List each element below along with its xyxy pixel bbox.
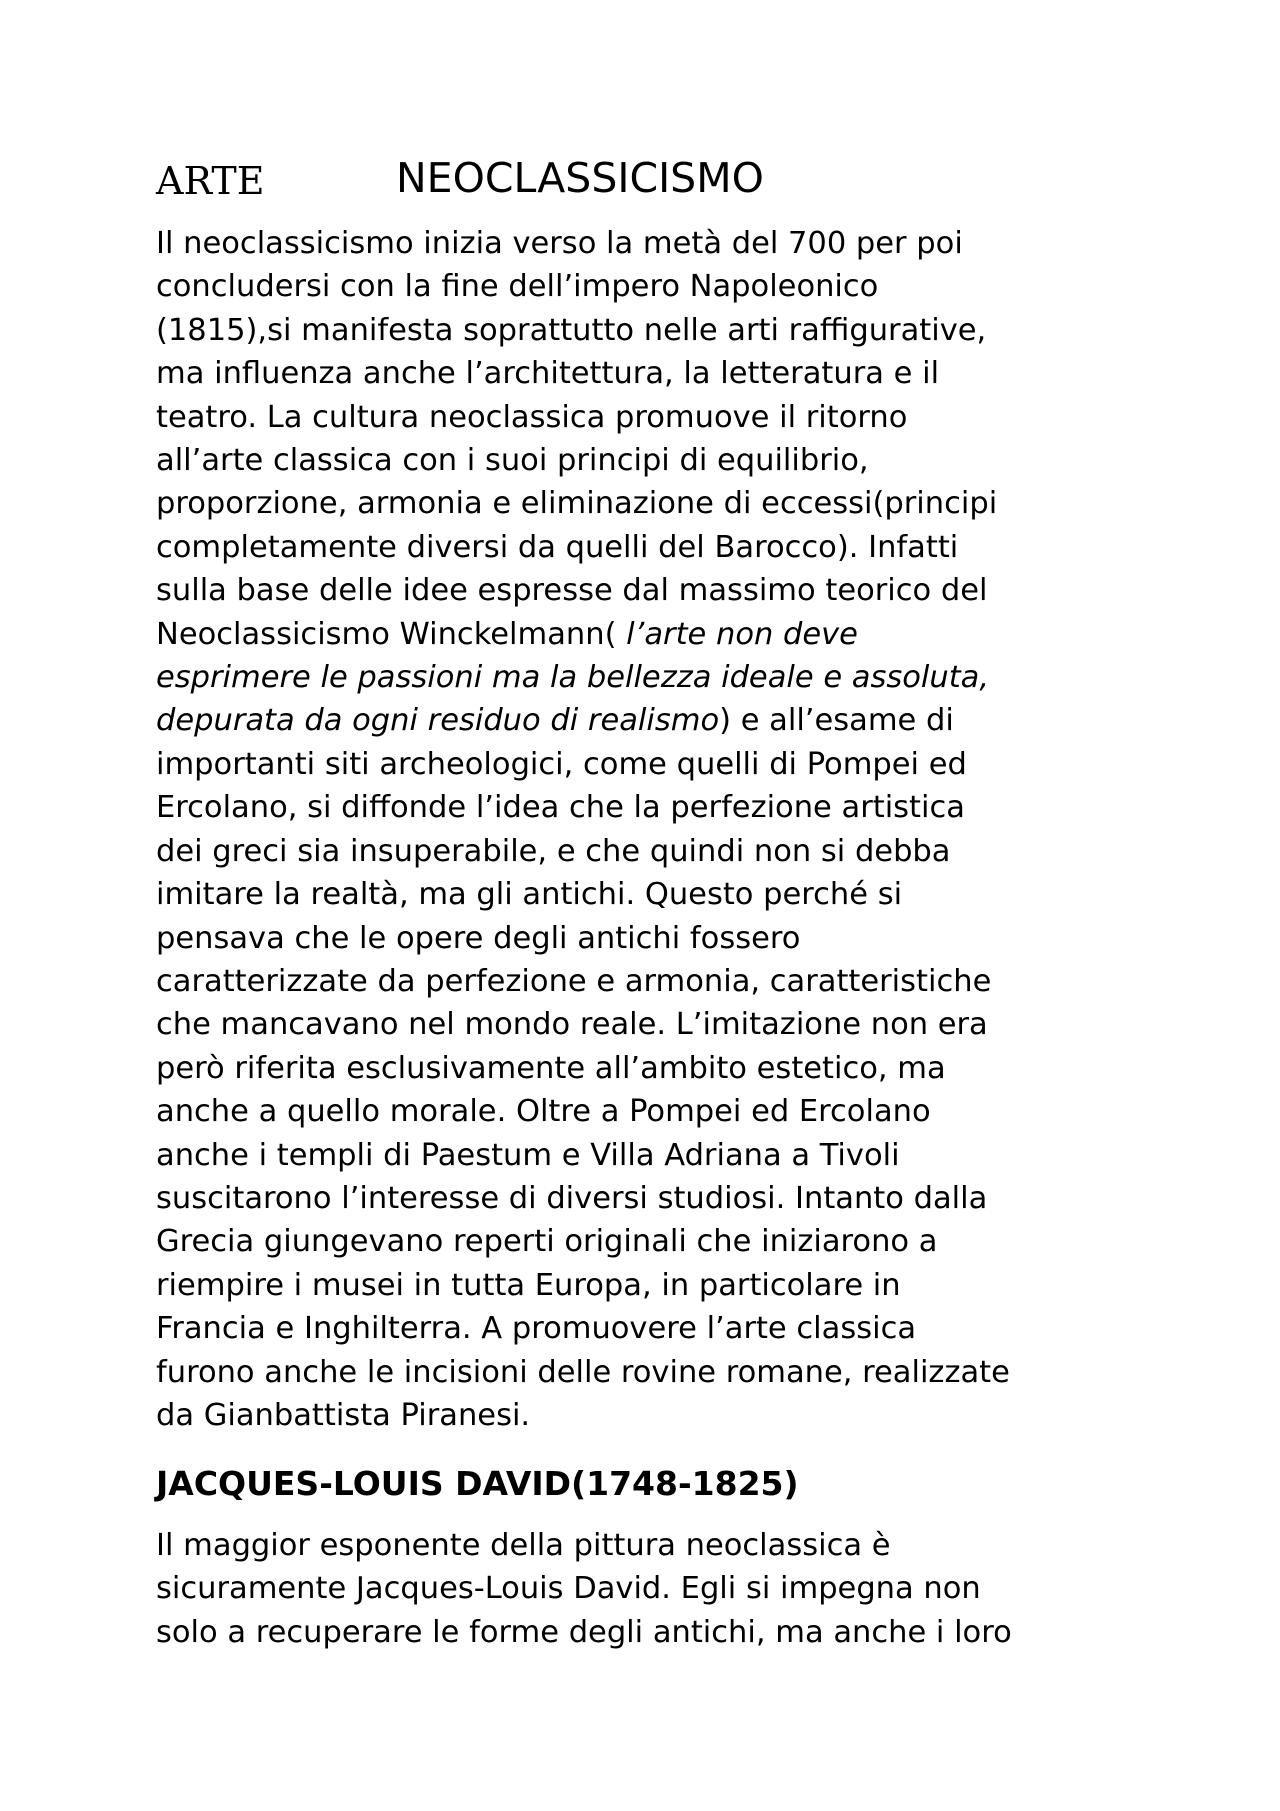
- paragraph-line: [156, 743, 1136, 786]
- line-text: Il neoclassicismo inizia verso la metà del 700 per poi: [156, 226, 963, 261]
- paragraph-line: [156, 873, 1136, 916]
- italic-quote-text: depurata da ogni residuo di realismo: [156, 703, 720, 739]
- line-text: anche a quello morale. Oltre a Pompei ed Ercolano: [156, 1094, 931, 1130]
- paragraph-line: solo a recuperare le forme degli antichi, ma anche i loro: [156, 1614, 1012, 1650]
- italic-quote-text: l’arte non deve: [626, 616, 858, 652]
- line-text: sulla base delle idee espresse dal massimo teorico del: [156, 573, 988, 609]
- paragraph-line: [156, 830, 1136, 873]
- paragraph-line: [156, 1351, 1136, 1394]
- line-text: caratterizzate da perfezione e armonia, caratteristiche: [156, 963, 992, 999]
- paragraph-line: [156, 613, 1136, 656]
- line-text: riempire i musei in tutta Europa, in particolare in: [156, 1267, 901, 1303]
- paragraph-line: [156, 1177, 1136, 1220]
- paragraph-line: [156, 352, 1136, 395]
- intro-paragraph: [156, 222, 1136, 1437]
- paragraph-line: [156, 1394, 1136, 1437]
- paragraph-line: [156, 960, 1136, 1003]
- line-text: ma influenza anche l’architettura, la letteratura e il: [156, 356, 940, 392]
- paragraph-line: [156, 786, 1136, 829]
- paragraph-line: [156, 1307, 1136, 1350]
- line-text: imitare la realtà, ma gli antichi. Questo perché si: [156, 877, 903, 913]
- line-text: all’arte classica con i suoi principi di equilibrio,: [156, 443, 869, 479]
- paragraph-line: sicuramente Jacques-Louis David. Egli si impegna non: [156, 1571, 981, 1607]
- section-heading: JACQUES-LOUIS DAVID(1748-1825): [156, 1464, 799, 1503]
- line-text: completamente diversi da quelli del Barocco). Infatti: [156, 529, 959, 565]
- paragraph-line: [156, 222, 1136, 265]
- paragraph-line: [156, 439, 1136, 482]
- line-text: suscitarono l’interesse di diversi studiosi. Intanto dalla: [156, 1180, 988, 1216]
- paragraph-line: Il maggior esponente della pittura neoclassica è: [156, 1528, 891, 1563]
- paragraph-line: [156, 1047, 1136, 1090]
- paragraph-line: [156, 265, 1136, 308]
- line-text: Neoclassicismo Winckelmann(: [156, 616, 627, 652]
- paragraph-line: [156, 656, 1136, 699]
- paragraph-line: [156, 396, 1136, 439]
- line-text: ) e all’esame di: [719, 703, 954, 739]
- line-text: pensava che le opere degli antichi fossero: [156, 920, 801, 956]
- paragraph-line: [156, 1090, 1136, 1133]
- paragraph-line: [156, 569, 1136, 612]
- paragraph-line: [156, 699, 1136, 742]
- line-text: Francia e Inghilterra. A promuovere l’arte classica: [156, 1311, 917, 1347]
- line-text: però riferita esclusivamente all’ambito estetico, ma: [156, 1050, 946, 1086]
- line-text: concludersi con la fine dell’impero Napoleonico: [156, 269, 879, 305]
- paragraph-line: [156, 309, 1136, 352]
- david-paragraph: [156, 1524, 1136, 1654]
- line-text: (1815),si manifesta soprattutto nelle arti raffigurative,: [156, 312, 987, 348]
- paragraph-line: [156, 1264, 1136, 1307]
- page-title: NEOCLASSICISMO: [396, 154, 764, 202]
- line-text: Grecia giungevano reperti originali che iniziarono a: [156, 1224, 938, 1260]
- paragraph-line: [156, 917, 1136, 960]
- paragraph-line: [156, 1134, 1136, 1177]
- paragraph-line: [156, 1003, 1136, 1046]
- line-text: anche i templi di Paestum e Villa Adriana a Tivoli: [156, 1137, 900, 1173]
- italic-quote-text: esprimere le passioni ma la bellezza ideale e assoluta,: [156, 660, 990, 696]
- line-text: teatro. La cultura neoclassica promuove il ritorno: [156, 399, 908, 435]
- paragraph-line: [156, 482, 1136, 525]
- line-text: proporzione, armonia e eliminazione di eccessi(principi: [156, 486, 998, 522]
- paragraph-line: [156, 1220, 1136, 1263]
- line-text: dei greci sia insuperabile, e che quindi non si debba: [156, 833, 951, 869]
- title-row: [156, 150, 1136, 210]
- line-text: da Gianbattista Piranesi.: [156, 1397, 531, 1433]
- line-text: importanti siti archeologici, come quelli di Pompei ed: [156, 746, 967, 782]
- subject-label: ARTE: [156, 159, 265, 203]
- line-text: che mancavano nel mondo reale. L’imitazione non era: [156, 1007, 988, 1043]
- paragraph-line: [156, 526, 1136, 569]
- line-text: furono anche le incisioni delle rovine romane, realizzate: [156, 1354, 1010, 1390]
- line-text: Ercolano, si diffonde l’idea che la perfezione artistica: [156, 790, 965, 826]
